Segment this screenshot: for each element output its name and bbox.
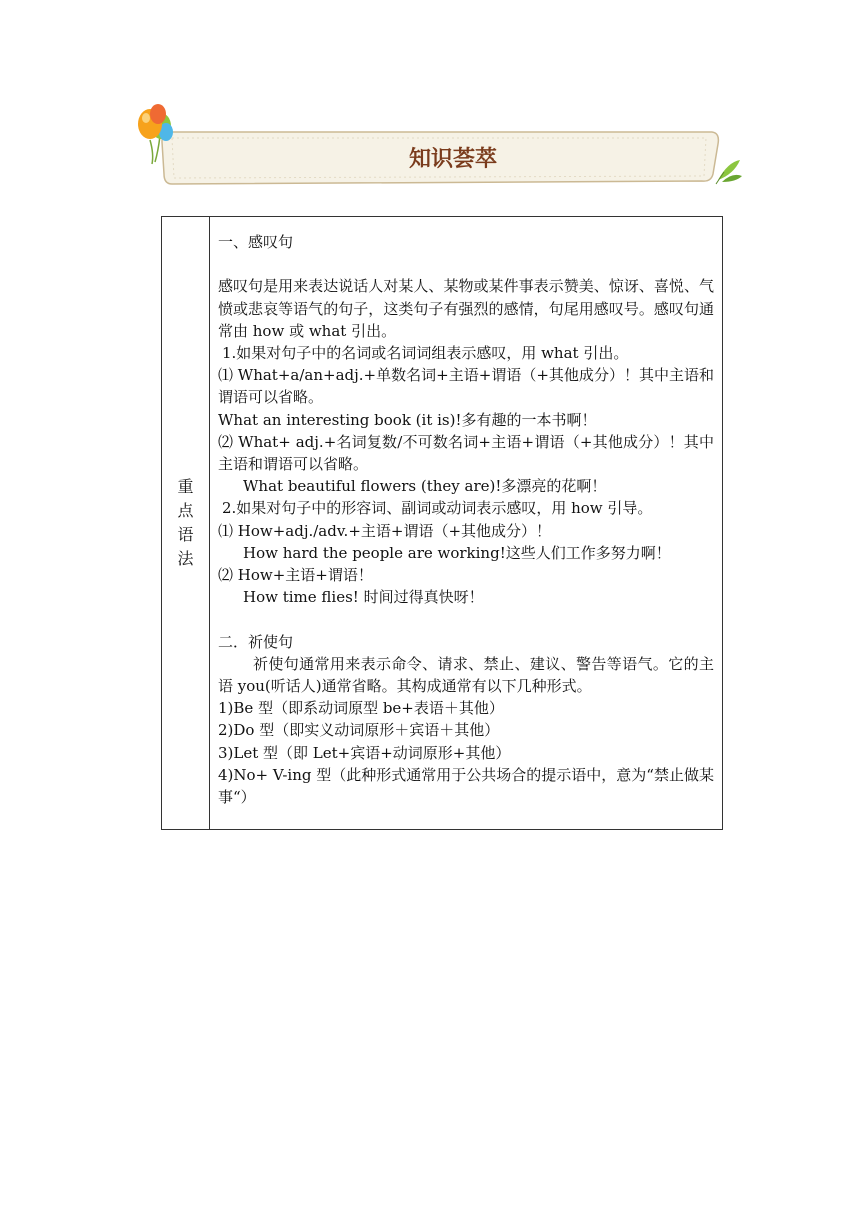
banner-title: 知识荟萃 (408, 147, 498, 172)
grammar-rule: ⑵ What+ adj.+名词复数/不可数名词+主语+谓语（+其他成分）！其中主语和谓语可以省略。 (218, 432, 714, 474)
example-sentence: What an interesting book (it is)!多有趣的一本书啊！ (218, 410, 597, 429)
side-label-char: 语 (177, 525, 194, 544)
example-sentence: How time flies! 时间过得真快呀！ (243, 588, 484, 607)
list-item: 1)Be 型（即系动词原型 be+表语＋其他） (218, 699, 504, 718)
grammar-rule: ⑴ How+adj./adv.+主语+谓语（+其他成分）！ (218, 521, 552, 540)
leaf-icon (716, 160, 742, 184)
balloon-icon (138, 104, 173, 141)
grammar-table (161, 216, 723, 830)
section-heading: 二．祈使句 (218, 632, 294, 651)
grammar-rule: ⑴ What+a/an+adj.+单数名词+主语+谓语（+其他成分）！其中主语和谓语可以省略。 (218, 366, 714, 407)
list-item: 3)Let 型（即 Let+宾语+动词原形+其他） (218, 743, 511, 762)
side-label-char: 点 (177, 501, 194, 520)
list-item: 4)No+ V-ing 型（此种形式通常用于公共场合的提示语中，意为“禁止做某事“） (218, 765, 714, 807)
side-label (177, 475, 193, 571)
list-item: 2)Do 型（即实义动词原形＋宾语＋其他） (218, 721, 500, 740)
section-intro: 祈使句通常用来表示命令、请求、禁止、建议、警告等语气。它的主语 you(听话人)通常省略。其构成通常有以下几种形式。 (218, 654, 714, 696)
content-column (210, 217, 722, 829)
section-intro: 感叹句是用来表达说话人对某人、某物或某件事表示赞美、惊讶、喜悦、气愤或悲哀等语气的句子，这类句子有强烈的感情，句尾用感叹号。感叹句通常由 how 或 what 引出。 (218, 277, 714, 340)
grammar-point: 1.如果对句子中的名词或名词词组表示感叹，用 what 引出。 (222, 344, 629, 362)
grammar-point: 2.如果对句子中的形容词、副词或动词表示感叹，用 how 引导。 (222, 499, 653, 518)
banner-graphic (128, 102, 748, 194)
side-column (162, 217, 210, 829)
example-sentence: What beautiful flowers (they are)!多漂亮的花啊！ (243, 477, 607, 496)
grammar-rule: ⑵ How+主语+谓语！ (218, 566, 373, 585)
side-label-char: 法 (177, 549, 194, 568)
section-heading: 一、感叹句 (218, 233, 294, 251)
section-banner (128, 102, 748, 194)
example-sentence: How hard the people are working!这些人们工作多努力啊！ (243, 543, 671, 562)
side-label-char: 重 (177, 477, 194, 496)
